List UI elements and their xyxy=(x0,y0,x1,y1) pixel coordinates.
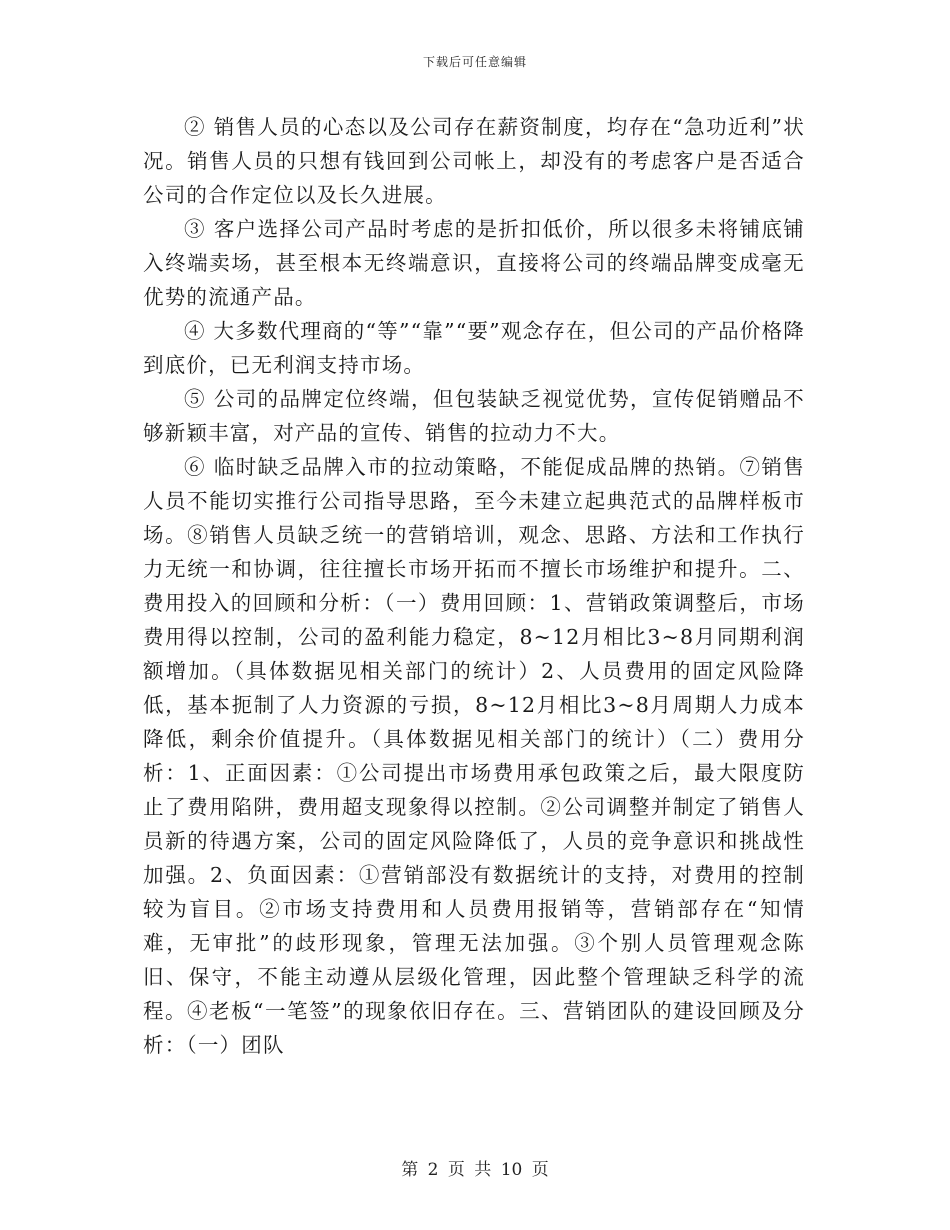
paragraph-point-6: ⑥ 临时缺乏品牌入市的拉动策略，不能促成品牌的热销。⑦销售人员不能切实推行公司指导思路，至今未建立起典范式的品牌样板市场。⑧销售人员缺乏统一的营销培训，观念、思路、方法和工作执行力无统一和协调，往往擅长市场开拓而不擅长市场维护和提升。二、费用投入的回顾和分析：（一）费用回顾：1、营销政策调整后，市场费用得以控制，公司的盈利能力稳定，8~12月相比3~8月同期利润额增加。（具体数据见相关部门的统计）2、人员费用的固定风险降低，基本扼制了人力资源的亏损，8~12月相比3~8月周期人力成本降低，剩余价值提升。（具体数据见相关部门的统计）（二）费用分析：1、正面因素：①公司提出市场费用承包政策之后，最大限度防止了费用陷阱，费用超支现象得以控制。②公司调整并制定了销售人员新的待遇方案，公司的固定风险降低了，人员的竞争意识和挑战性加强。2、负面因素：①营销部没有数据统计的支持，对费用的控制较为盲目。②市场支持费用和人员费用报销等，营销部存在“知情难，无审批”的歧形现象，管理无法加强。③个别人员管理观念陈旧、保守，不能主动遵从层级化管理，因此整个管理缺乏科学的流程。④老板“一笔签”的现象依旧存在。三、营销团队的建设回顾及分析：（一）团队 xyxy=(143,455,805,1057)
paragraph-point-4: ④ 大多数代理商的“等”“靠”“要”观念存在，但公司的产品价格降到底价，已无利润支持市场。 xyxy=(143,319,805,377)
paragraph-point-5: ⑤ 公司的品牌定位终端，但包装缺乏视觉优势，宣传促销赠品不够新颖丰富，对产品的宣传、销售的拉动力不大。 xyxy=(143,387,805,445)
page-number-footer: 第 2 页 共 10 页 xyxy=(401,1160,549,1180)
document-body xyxy=(143,110,805,1062)
page-header-note: 下载后可任意编辑 xyxy=(422,55,527,69)
paragraph-point-3: ③ 客户选择公司产品时考虑的是折扣低价，所以很多未将铺底铺入终端卖场，甚至根本无终端意识，直接将公司的终端品牌变成毫无优势的流通产品。 xyxy=(143,217,805,309)
paragraph-point-2: ② 销售人员的心态以及公司存在薪资制度，均存在“急功近利”状况。销售人员的只想有钱回到公司帐上，却没有的考虑客户是否适合公司的合作定位以及长久进展。 xyxy=(143,115,805,207)
